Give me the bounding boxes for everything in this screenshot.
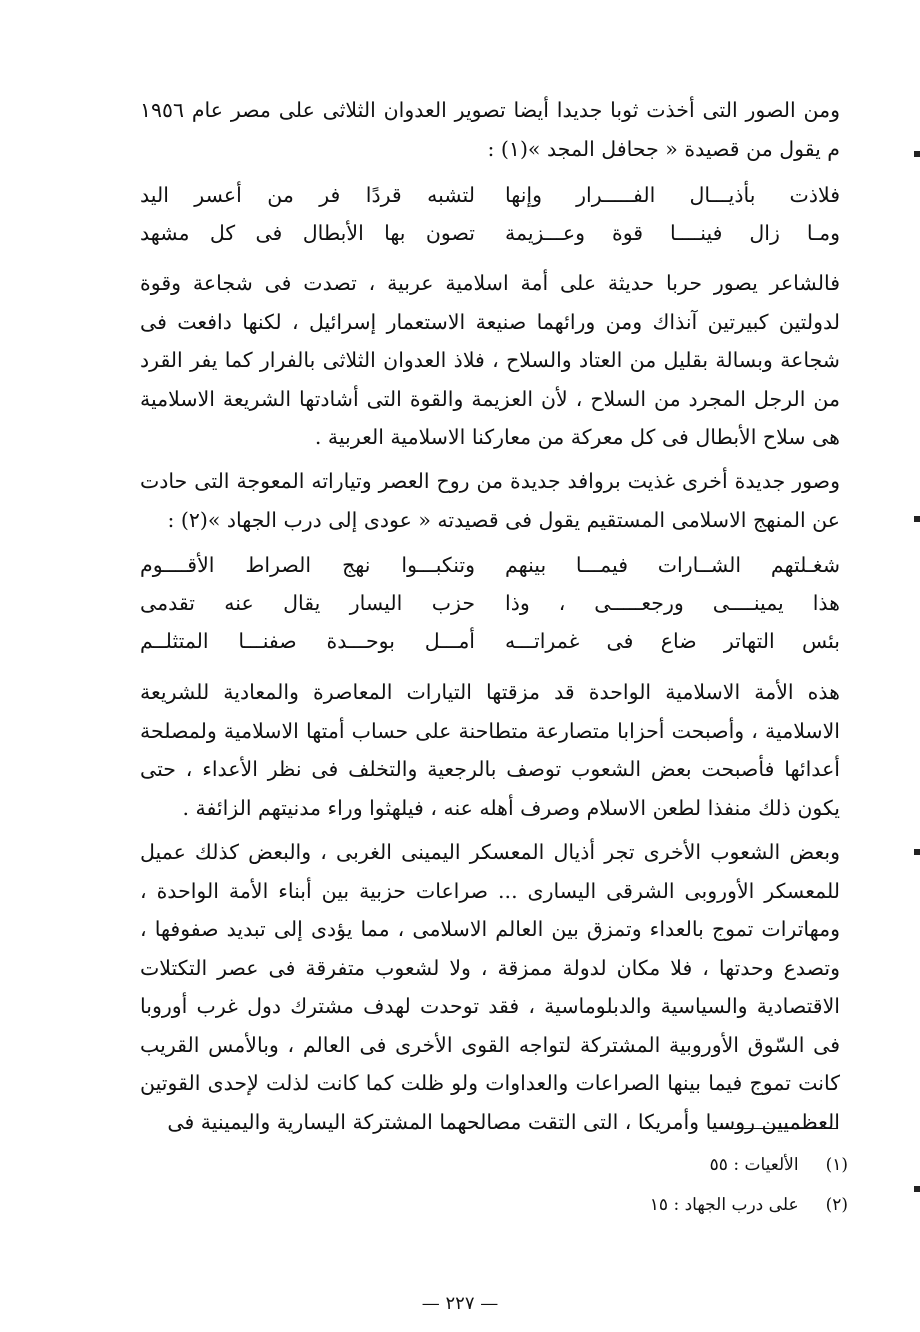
footnote-2-text: على درب الجهاد : ١٥ (649, 1195, 799, 1215)
poem-2-line-2-first-hemistich: هذا يمينــــى ورجعـــــى ، وذا (505, 591, 840, 615)
footnote-separator (720, 1128, 837, 1129)
paragraph-5-text: وبعض الشعوب الأخرى تجر أذيال المعسكر اليمينى الغربى ، والبعض كذلك عميل للمعسكر الأوروبى الشرقى اليسارى ... صراعات حزبية بين أبناء الأمة الواحدة ، ومهاترات تموج بالعداء وتمزق بين العالم الاسلامى ، مما يؤدى إلى تبديد صفوفها ، وتصدع وحدتها ، فلا مكان لدولة ممزقة ، ولا لشعوب متفرقة فى عصر التكتلات الاقتصادية والسياسية والدبلوماسية ، فقد توحدت لهدف مشترك دول غرب أوروبا فى السّوق الأوروبية المشتركة لتواجه القوى الأخرى فى العالم ، وبالأمس القريب كانت تموج فيما بينها الصراعات والعداوات ولو ظلت كما كانت لذلت لإحدى القوتين العظميين روسيا وأمريكا ، التى التقت مصالحهما المشتركة اليسارية واليمينية فى (140, 840, 840, 1134)
paragraph-3-text: وصور جديدة أخرى غذيت بروافد جديدة من روح العصر وتياراته المعوجة التى حادت عن المنهج الاسلامى المستقيم يقول فى قصيدته « عودى إلى درب الجهاد »(٢) : (140, 469, 840, 532)
margin-mark (914, 849, 920, 855)
footnote-1-text: الألعيات : ٥٥ (709, 1155, 799, 1175)
margin-mark (914, 151, 920, 157)
paragraph-2 (140, 264, 840, 457)
poem-1-line-1 (140, 176, 840, 214)
poem-2-line-3-first-hemistich: بئس التهاتر ضاع فى غمراتـــه (505, 629, 840, 653)
poem-1 (140, 176, 840, 252)
poem-2 (140, 546, 840, 660)
footnote-1 (548, 1151, 848, 1179)
paragraph-1 (140, 91, 840, 168)
paragraph-3 (140, 462, 840, 539)
paragraph-5 (140, 833, 840, 1141)
footnote-1-number: (١) (825, 1155, 848, 1175)
paragraph-4 (140, 673, 840, 827)
poem-1-line-1-second-hemistich: لتشبه قردًا فر من أعسر اليد (140, 183, 475, 207)
margin-mark (914, 1186, 920, 1192)
poem-2-line-2-second-hemistich: حزب اليسار يقال عنه تقدمى (140, 591, 475, 615)
poem-2-line-3-second-hemistich: أمـــل بوحـــدة صفنـــا المتثلــم (140, 629, 475, 653)
footnote-2 (548, 1191, 848, 1219)
poem-2-line-2 (140, 584, 840, 622)
poem-2-line-1-second-hemistich: وتنكبـــوا نهج الصراط الأقــــوم (140, 553, 475, 577)
poem-2-line-1-first-hemistich: شغـلتهم الشــارات فيمـــا بينهم (505, 553, 840, 577)
paragraph-4-text: هذه الأمة الاسلامية الواحدة قد مزقتها التيارات المعاصرة والمعادية للشريعة الاسلامية ، وأصبحت أحزابا متصارعة متطاحنة على حساب أمتها الاسلامية ولمصلحة أعدائها فأصبحت بعض الشعوب توصف بالرجعية والتخلف فى نظر الأعداء ، حتى يكون ذلك منفذا لطعن الاسلام وصرف أهله عنه ، فيلهثوا وراء مدنيتهم الزائفة . (140, 680, 840, 820)
footnote-2-number: (٢) (825, 1195, 848, 1215)
poem-2-line-3 (140, 622, 840, 660)
poem-1-line-2-first-hemistich: ومـا زال فينــــا قوة وعـــزيمة (505, 221, 840, 245)
poem-2-line-1 (140, 546, 840, 584)
paragraph-2-text: فالشاعر يصور حربا حديثة على أمة اسلامية عربية ، تصدت فى شجاعة وقوة لدولتين كبيرتين آنذاك ومن ورائهما صنيعة الاستعمار إسرائيل ، لكنها دافعت فى شجاعة وبسالة بقليل من العتاد والسلاح ، فلاذ العدوان الثلاثى بالفرار كما يفر القرد من الرجل المجرد من السلاح ، لأن العزيمة والقوة التى أشادتها الشريعة الاسلامية هى سلاح الأبطال فى كل معركة من معاركنا الاسلامية العربية . (140, 271, 840, 449)
poem-1-line-2-second-hemistich: تصون بها الأبطال فى كل مشهد (140, 221, 475, 245)
poem-1-line-2 (140, 214, 840, 252)
poem-1-line-1-first-hemistich: فلاذت بأذيـــال الفـــــرار وإنها (505, 183, 840, 207)
page-number: — ٢٢٧ — (421, 1293, 499, 1314)
margin-mark (914, 516, 920, 522)
paragraph-1-text: ومن الصور التى أخذت ثوبا جديدا أيضا تصوير العدوان الثلاثى على مصر عام ١٩٥٦ م يقول من قصيدة « جحافل المجد »(١) : (140, 98, 840, 161)
